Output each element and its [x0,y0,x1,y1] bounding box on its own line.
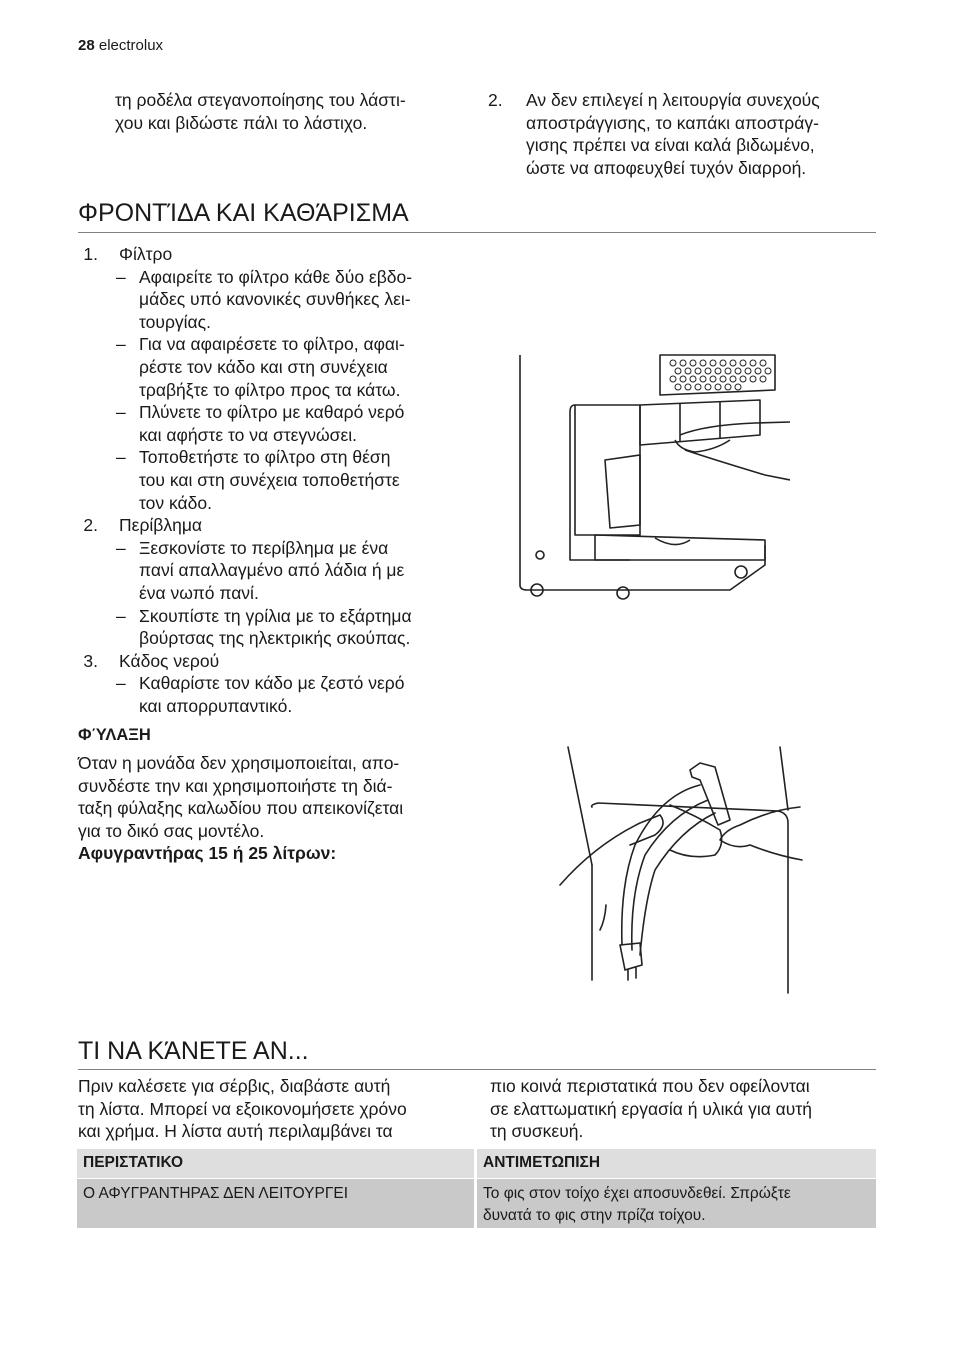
dash-bullet: – [116,334,126,355]
text-line: μάδες υπό κανονικές συνθήκες λει- [139,289,411,310]
text-line: δυνατά το φις στην πρίζα τοίχου. [483,1207,706,1224]
item-number: 3. [83,650,98,671]
text-line: Ξεσκονίστε το περίβλημα με ένα [139,537,389,558]
drip-tray [595,535,765,560]
storage-title: ΦΎΛΑΞΗ [78,726,151,744]
text-line: γισης πρέπει να είναι καλά βιδωμένο, [526,135,815,156]
list-item [78,514,478,537]
text-line: ταξη φύλαξης καλωδίου που απεικονίζεται [78,798,404,819]
item-number: 2. [83,515,98,536]
text-line: Το φις στον τοίχο έχει αποσυνδεθεί. Σπρώξτε [483,1185,791,1202]
storage-text [78,752,478,865]
item-number: 1. [83,244,98,264]
table-cell-problem: Ο ΑΦΥΓΡΑΝΤΗΡΑΣ ΔΕΝ ΛΕΙΤΟΥΡΓΕΙ [77,1179,474,1228]
list-item-label: Φίλτρο [119,244,173,264]
table-header-problem: ΠΕΡΙΣΤΑΤΙΚΟ [77,1149,474,1178]
item-number: 2. [488,90,503,110]
text-line: Πλύνετε το φίλτρο με καθαρό νερό [139,402,405,423]
continued-text [115,89,475,134]
text-line: Τοποθετήστε το φίλτρο στη θέση [139,447,391,468]
list-item-label: Περίβλημα [119,515,203,536]
filter-element [605,455,640,528]
text-line: τη συσκευή. [490,1121,584,1142]
unit-cavity [575,405,640,535]
text-line: Πριν καλέσετε για σέρβις, διαβάστε αυτή [78,1076,391,1096]
right-hand-outline [720,807,802,860]
text-line: Για να αφαιρέσετε το φίλτρο, αφαι- [139,334,405,355]
drain-note [488,89,888,179]
table-header-solution: ΑΝΤΙΜΕΤΩΠΙΣΗ [477,1149,876,1178]
text-line: ένα νωπό πανί. [139,582,259,603]
text-line: τη λίστα. Μπορεί να εξοικονομήσετε χρόνο [78,1098,407,1119]
text-line: τη ροδέλα στεγανοποίησης του λάστι- [115,90,406,110]
text-line: ρέστε τον κάδο και στη συνέχεια [139,356,388,377]
text-line: σε ελαττωματική εργασία ή υλικά για αυτή [490,1098,813,1119]
whatif-intro-left [78,1075,478,1143]
table-cell-solution [477,1179,876,1228]
filter-frame [640,400,760,445]
sub-item [78,446,478,514]
text-line: βούρτσας της ηλεκτρικής σκούπας. [139,628,411,649]
section-divider [78,1069,876,1070]
grille-holes-icon [670,360,771,390]
text-line: και απορρυπαντικό. [139,695,293,716]
text-line: τραβήξτε το φίλτρο προς τα κάτω. [139,379,401,400]
list-item-label: Κάδος νερού [119,650,220,671]
unit-edge [568,747,592,865]
text-line: τον κάδο. [139,492,212,513]
cord-storage-illustration [550,745,810,997]
dash-bullet: – [116,447,126,468]
grille-panel [660,355,775,395]
text-line: Σκουπίστε τη γρίλια με το εξάρτημα [139,605,412,626]
text-line: για το δικό σας μοντέλο. [78,820,265,841]
sub-item [78,605,478,650]
sub-item [78,333,478,401]
whatif-intro-right [490,1075,885,1143]
dash-bullet: – [116,673,126,694]
power-cord [622,785,715,955]
section-title-whatif: ΤΙ ΝΑ ΚΆΝΕΤΕ ΑΝ... [78,1037,309,1065]
sub-item [78,401,478,446]
text-line: πανί απαλλαγμένο από λάδια ή με [139,560,405,581]
dash-bullet: – [116,605,126,626]
dash-bullet: – [116,266,126,287]
text-line: χου και βιδώστε πάλι το λάστιχο. [115,112,368,133]
section-title-care: ΦΡΟΝΤΊΔΑ ΚΑΙ ΚΑΘΆΡΙΣΜΑ [78,199,409,227]
text-line: του και στη συνέχεια τοποθετήστε [139,469,400,490]
list-item [78,243,478,266]
text-line: Αφαιρείτε το φίλτρο κάθε δύο εβδο- [139,266,413,287]
dash-bullet: – [116,537,126,558]
model-note: Αφυγραντήρας 15 ή 25 λίτρων: [78,843,337,864]
hand-outline [675,422,790,480]
text-line: και αφήστε το να στεγνώσει. [139,424,357,445]
dash-bullet: – [116,402,126,423]
troubleshooting-table [77,1149,876,1229]
section-divider [78,232,876,233]
unit-back-panel [592,803,788,993]
caster-wheel [735,566,747,578]
sub-item [78,672,478,717]
sub-item [78,537,478,605]
text-line: πιο κοινά περιστατικά που δεν οφείλονται [490,1076,810,1096]
plug-icon [620,943,642,980]
text-line: αποστράγγισης, το καπάκι αποστράγ- [526,112,819,133]
text-line: και χρήμα. Η λίστα αυτή περιλαμβάνει τα [78,1121,393,1142]
page-header [78,37,163,54]
text-line: συνδέστε την και χρησιμοποιήστε τη διά- [78,775,393,796]
care-list [78,243,478,717]
filter-removal-illustration [515,350,790,605]
text-line: Αν δεν επιλεγεί η λειτουργία συνεχούς [526,90,820,110]
text-line: τουργίας. [139,311,211,332]
brand-name: electrolux [98,37,164,54]
sub-item [78,266,478,334]
text-line: Καθαρίστε τον κάδο με ζεστό νερό [139,673,405,694]
text-line: ώστε να αποφευχθεί τυχόν διαρροή. [526,157,807,178]
list-item [78,650,478,673]
caster-wheel [617,587,629,599]
page-number: 28 [78,37,95,54]
text-line: Όταν η μονάδα δεν χρησιμοποιείται, απο- [78,753,400,773]
